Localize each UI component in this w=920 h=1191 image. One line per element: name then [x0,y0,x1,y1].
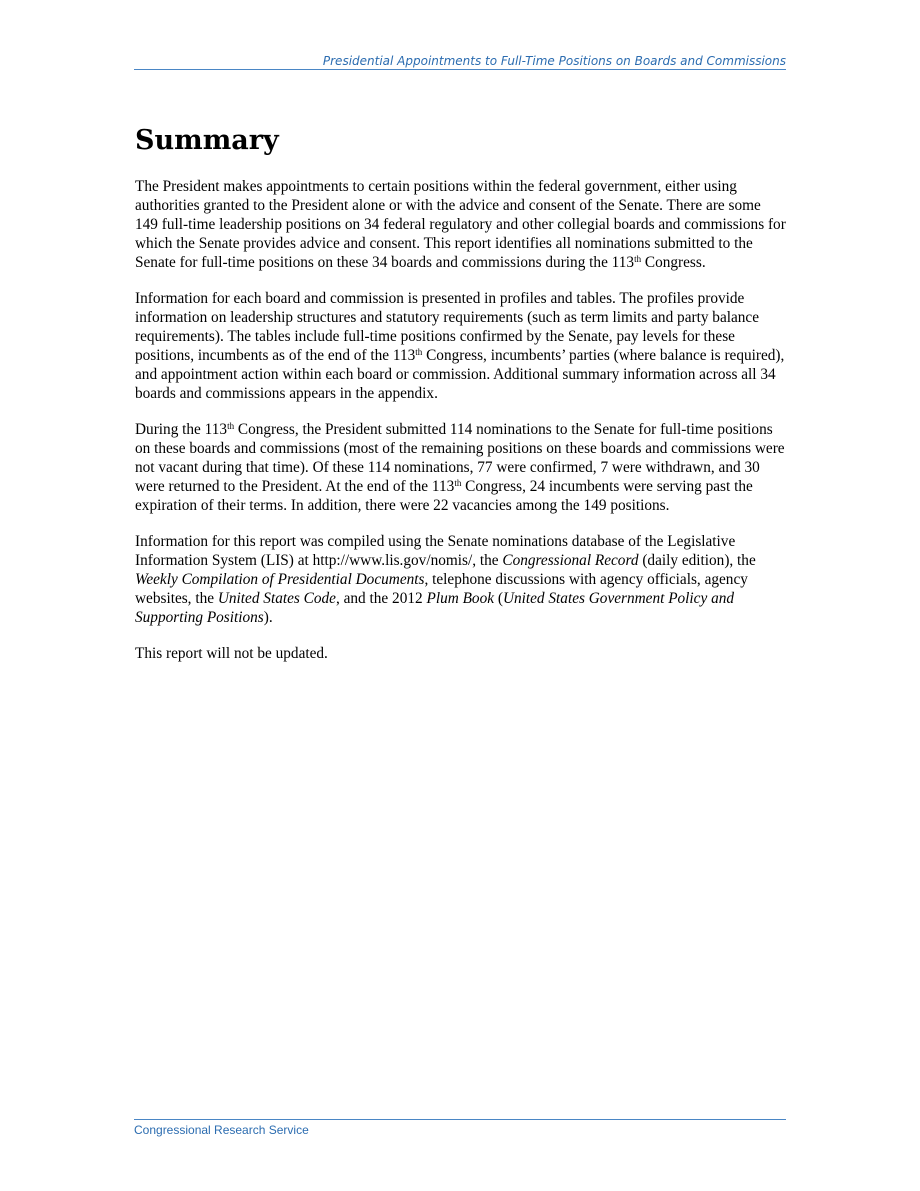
citation-plum-book-subtitle: United States Government Policy and Supporting Positions [135,590,735,626]
citation-us-code: United States Code [217,590,336,607]
summary-paragraph-2: Information for each board and commission is presented in profiles and tables. The profiles provide information on leadership structures and statutory requirements (such as term limits and party balance requirements). The tables include full-time positions confirmed by the Senate, pay levels for these positions, incumbents as of the end of the 113th Congress, incumbents’ parties (where balance is required), and appointment action within each board or commission. Additional summary information across all 34 boards and commissions appears in the appendix. [135,290,785,402]
summary-paragraph-5: This report will not be updated. [135,645,328,662]
page-content [135,122,787,680]
summary-paragraph-1: The President makes appointments to certain positions within the federal government, either using authorities granted to the President alone or with the advice and consent of the Senate. There are some 149 full-time leadership positions on 34 federal regulatory and other collegial boards and commissions for which the Senate provides advice and consent. This report identifies all nominations submitted to the Senate for full-time positions on these 34 boards and commissions during the 113th Congress. [135,178,786,271]
running-header-title: Presidential Appointments to Full-Time Positions on Boards and Commissions [322,54,786,68]
citation-plum-book: Plum Book [426,590,495,607]
citation-weekly-compilation: Weekly Compilation of Presidential Documents [135,571,425,588]
citation-congressional-record: Congressional Record [502,552,639,569]
footer-label: Congressional Research Service [134,1123,309,1137]
running-header [134,54,786,70]
summary-paragraph-4: Information for this report was compiled using the Senate nominations database of the Legislative Information System (LIS) at http://www.lis.gov/nomis/, the Congressional Record (daily edition), the Weekly Compilation of Presidential Documents, telephone discussions with agency officials, agency websites, the United States Code, and the 2012 Plum Book (United States Government Policy and Supporting Positions). [135,533,756,626]
summary-paragraph-3: During the 113th Congress, the President submitted 114 nominations to the Senate for full-time positions on these boards and commissions (most of the remaining positions on these boards and commissions were not vacant during that time). Of these 114 nominations, 77 were confirmed, 7 were withdrawn, and 30 were returned to the President. At the end of the 113th Congress, 24 incumbents were serving past the expiration of their terms. In addition, there were 22 vacancies among the 149 positions. [135,421,785,514]
page-footer [134,1119,786,1138]
page-title: Summary [135,125,279,156]
